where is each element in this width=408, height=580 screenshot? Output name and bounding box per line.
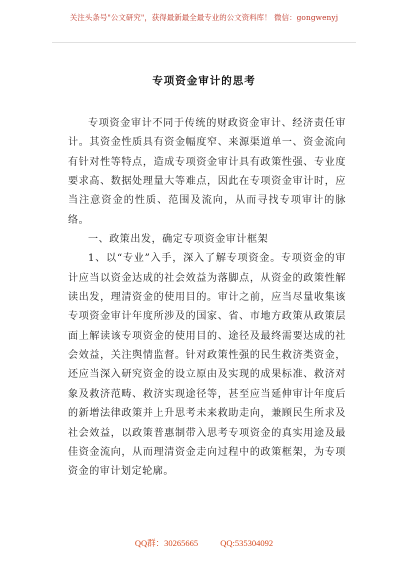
footer-qq-group: QQ群：30265665	[134, 538, 199, 548]
document-body	[68, 114, 346, 482]
header-notice: 关注头条号"公文研究"，获得最新最全最专业的公文资料库！ 微信：gongwenyj	[69, 13, 339, 22]
paragraph-section-1: 1、以“专业”入手，深入了解专项资金。专项资金的审计应当以资金达成的社会效益为落脚点，从资金的政策性解读出发，理清资金的使用目的。审计之前，应当尽量收集该专项资金审计年度所涉及的国家、省、市地方政策从政策层面上解读该专项资金的使用目的、途径及最终需要达成的社会效益，关注舆情监督。针对政策性强的民生救济类资金，还应当深入研究资金的设立原由及实现的成果标准、救济对象及救济范畴、救济实现途径等，甚至应当延伸审计年度后的新增法律政策并上升思考未来救助走向，兼顾民生所求及社会效益，以政策普惠制带入思考专项资金的真实用途及最佳资金流向，从而理清资金走向过程中的政策框架，为专项资金的审计划定轮廓。	[68, 253, 346, 478]
header-divider	[52, 42, 356, 43]
paragraph-intro: 专项资金审计不同于传统的财政资金审计、经济责任审计。其资金性质具有资金幅度窄、来源渠道单一、资金流向有针对性等特点，造成专项资金审计具有政策性强、专业度要求高、数据处理量大等难点，因此在专项资金审计时，应当注意资金的性质、范围及流向，从而寻找专项审计的脉络。	[68, 118, 346, 226]
footer-contacts	[0, 537, 408, 549]
section-heading: 一、政策出发，确定专项资金审计框架	[88, 234, 269, 246]
document-title: 专项资金审计的思考	[152, 75, 256, 87]
footer-qq-number: QQ:535304092	[220, 538, 274, 548]
